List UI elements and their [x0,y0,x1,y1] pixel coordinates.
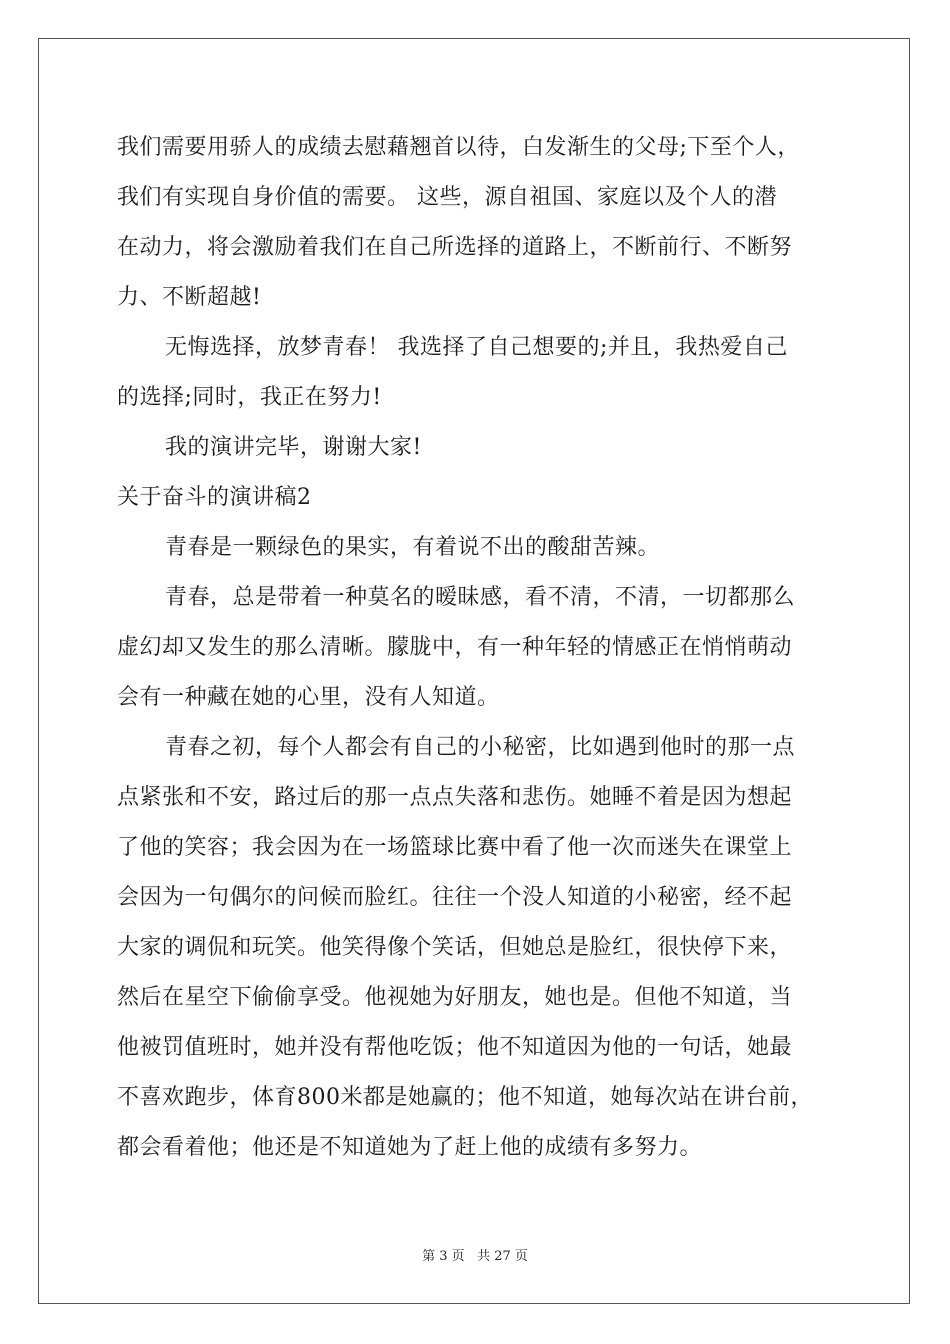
text-line: 无悔选择，放梦青春！ 我选择了自己想要的;并且，我热爱自己 [165,335,788,360]
text-line: 青春，总是带着一种莫名的暧昧感，看不清，不清，一切都那么 [165,585,796,610]
text-line: 的选择;同时，我正在努力! [117,385,382,410]
text-line: 点紧张和不安，路过后的那一点点失落和悲伤。她睡不着是因为想起 [117,785,793,810]
text-line: 然后在星空下偷偷享受。他视她为好朋友，她也是。但他不知道，当 [117,985,793,1010]
section-heading: 关于奋斗的演讲稿2 [117,485,312,510]
text-line: 会有一种藏在她的心里，没有人知道。 [117,685,500,710]
text-line: 会因为一句偶尔的问候而脸红。往往一个没人知道的小秘密，经不起 [117,885,793,910]
text-line: 在动力，将会激励着我们在自己所选择的道路上，不断前行、不断努 [117,235,793,260]
text-line: 我们有实现自身价值的需要。 这些，源自祖国、家庭以及个人的潜 [117,185,777,210]
page-border [38,38,910,1304]
text-line: 了他的笑容；我会因为在一场篮球比赛中看了他一次而迷失在课堂上 [117,835,793,860]
text-line: 青春是一颗绿色的果实，有着说不出的酸甜苦辣。 [165,535,661,560]
page-footer [0,1249,950,1265]
text-line: 青春之初，每个人都会有自己的小秘密，比如遇到他时的那一点 [165,735,796,760]
text-line: 都会看着他；他还是不知道她为了赶上他的成绩有多努力。 [117,1135,703,1160]
page-total: 共 27 页 [477,1249,528,1264]
text-line: 我的演讲完毕，谢谢大家! [165,435,422,460]
text-line: 我们需要用骄人的成绩去慰藉翘首以待，白发渐生的父母;下至个人， [117,135,800,160]
page-number: 第 3 页 [422,1249,465,1264]
text-line: 力、不断超越! [117,285,262,310]
text-line: 大家的调侃和玩笑。他笑得像个笑话，但她总是脸红，很快停下来， [117,935,793,960]
text-line: 他被罚值班时，她并没有帮他吃饭；他不知道因为他的一句话，她最 [117,1035,793,1060]
text-line: 虚幻却又发生的那么清晰。朦胧中，有一种年轻的情感正在悄悄萌动 [117,635,793,660]
text-line: 不喜欢跑步，体育800米都是她赢的；他不知道，她每次站在讲台前， [117,1085,813,1110]
